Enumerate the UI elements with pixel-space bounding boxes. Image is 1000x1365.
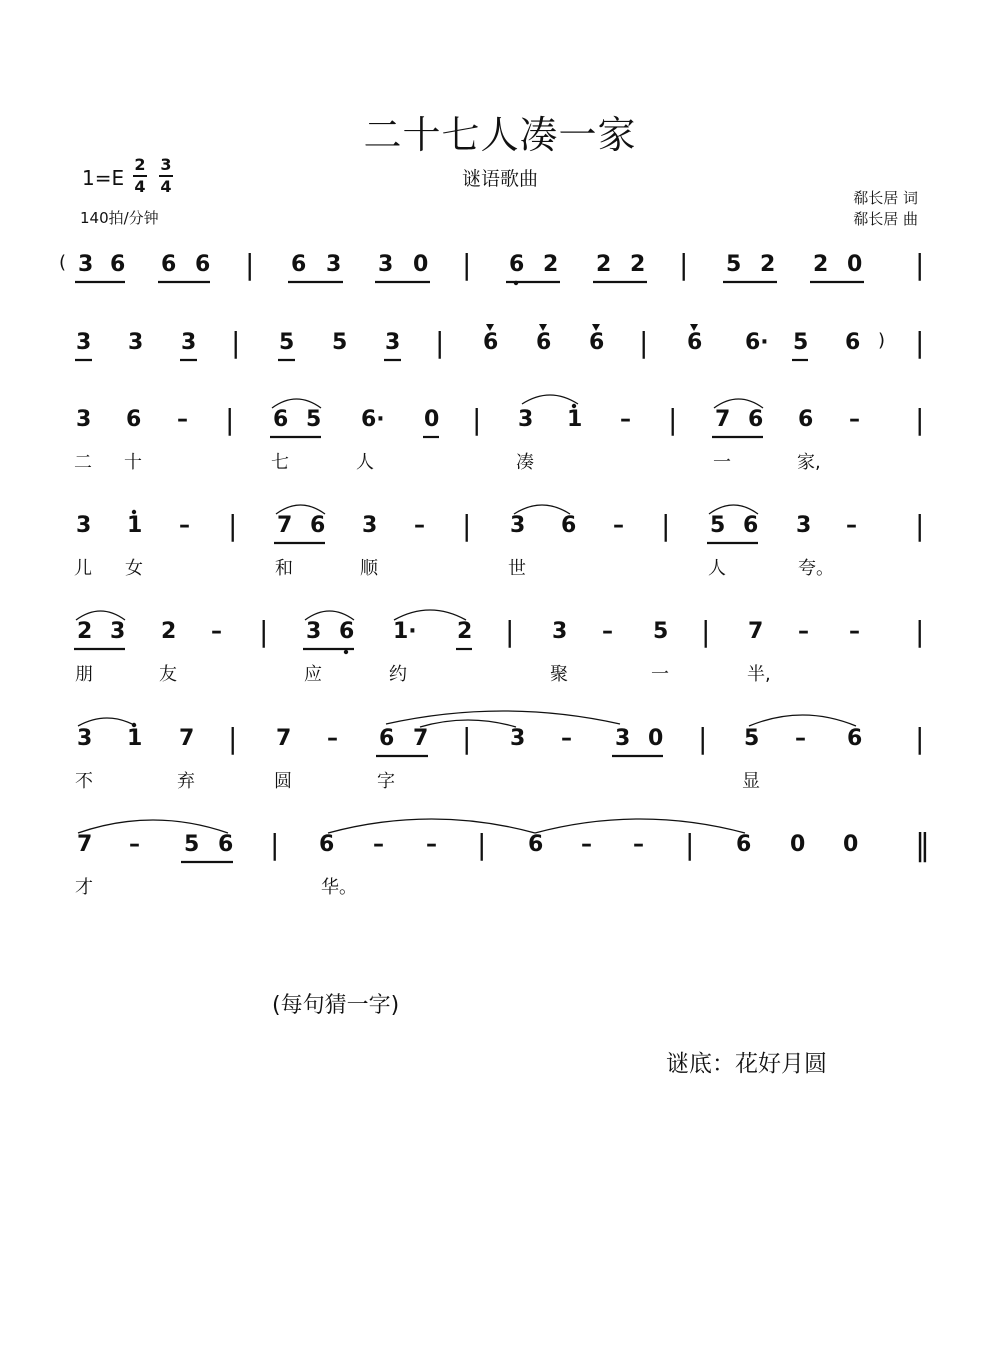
- barline: |: [462, 248, 472, 281]
- note: 3: [77, 726, 93, 751]
- lyric-syllable: 聚: [550, 664, 568, 685]
- lyric-syllable: 字: [377, 771, 395, 792]
- barline: |: [225, 403, 235, 436]
- note: 2: [543, 252, 559, 277]
- barline: |: [915, 248, 925, 281]
- time-sig-1-denominator: 4: [134, 177, 146, 196]
- note: 6: [319, 832, 335, 857]
- lyric-syllable: 十: [124, 452, 142, 473]
- note: 3: [306, 619, 322, 644]
- lyric-syllable: 应: [304, 664, 322, 685]
- barline: |: [915, 326, 925, 359]
- lyric-syllable: 二: [74, 452, 92, 473]
- slur: [328, 819, 535, 833]
- sustain-dash: –: [414, 513, 425, 538]
- sustain-dash: –: [798, 619, 809, 644]
- note: 6: [736, 832, 752, 857]
- lyric-syllable: 华。: [321, 877, 357, 898]
- barline: |: [915, 722, 925, 755]
- note: 6: [589, 330, 605, 355]
- note: 5: [710, 513, 726, 538]
- note: 2: [596, 252, 612, 277]
- barline: |: [915, 403, 925, 436]
- barline: |: [701, 615, 711, 648]
- note: 3: [796, 513, 812, 538]
- note: 6: [218, 832, 234, 857]
- note: 6: [273, 407, 289, 432]
- slur: [78, 820, 228, 833]
- lyric-syllable: 显: [742, 771, 760, 792]
- note: 6: [687, 330, 703, 355]
- sustain-dash: –: [129, 832, 140, 857]
- note: 3: [76, 330, 92, 355]
- note: 7: [277, 513, 293, 538]
- sustain-dash: –: [602, 619, 613, 644]
- note: 6: [126, 407, 142, 432]
- lyric-syllable: 友: [159, 664, 177, 685]
- note: 7: [77, 832, 93, 857]
- note: 7: [748, 619, 764, 644]
- note: 3: [181, 330, 197, 355]
- barline: |: [661, 509, 671, 542]
- note: 5: [793, 330, 809, 355]
- note: 0: [790, 832, 806, 857]
- lyric-syllable: 和: [275, 558, 293, 579]
- sustain-dash: –: [373, 832, 384, 857]
- sustain-dash: –: [581, 832, 592, 857]
- low-octave-dot: [344, 650, 348, 654]
- lyric-syllable: 人: [708, 558, 726, 579]
- note: 6: [379, 726, 395, 751]
- note: 6: [509, 252, 525, 277]
- slur: [749, 715, 856, 726]
- lyric-syllable: 七: [271, 452, 289, 473]
- repeat-paren: ): [878, 330, 886, 351]
- note: 3: [78, 252, 94, 277]
- lyricist-credit: 郗长居 词: [853, 189, 918, 207]
- note: 0: [424, 407, 440, 432]
- slur: [535, 819, 745, 833]
- note: 3: [110, 619, 126, 644]
- barline: |: [435, 326, 445, 359]
- note: 2: [813, 252, 829, 277]
- note: 6: [310, 513, 326, 538]
- barline: |: [231, 326, 241, 359]
- note: 2: [630, 252, 646, 277]
- lyric-syllable: 一: [651, 664, 669, 685]
- note: 6: [483, 330, 499, 355]
- lyric-syllable: 朋: [75, 664, 93, 685]
- sustain-dash: –: [849, 407, 860, 432]
- note: 6: [847, 726, 863, 751]
- note: 3: [615, 726, 631, 751]
- note: 6: [845, 330, 861, 355]
- barline: |: [472, 403, 482, 436]
- note: 3: [362, 513, 378, 538]
- barline: |: [915, 615, 925, 648]
- barline: |: [462, 509, 472, 542]
- barline: |: [639, 326, 649, 359]
- note: 6: [291, 252, 307, 277]
- barline: |: [228, 722, 238, 755]
- note: 5: [332, 330, 348, 355]
- note: 5: [306, 407, 322, 432]
- sustain-dash: –: [620, 407, 631, 432]
- lyric-syllable: 弃: [177, 771, 195, 792]
- sustain-dash: –: [426, 832, 437, 857]
- note: 1: [127, 513, 143, 538]
- note: 1: [567, 407, 583, 432]
- barline: |: [679, 248, 689, 281]
- barline: |: [259, 615, 269, 648]
- note: 6: [743, 513, 759, 538]
- sustain-dash: –: [327, 726, 338, 751]
- note: 3: [326, 252, 342, 277]
- note: 0: [843, 832, 859, 857]
- note: 0: [648, 726, 664, 751]
- sustain-dash: –: [846, 513, 857, 538]
- note: 5: [744, 726, 760, 751]
- sustain-dash: –: [177, 407, 188, 432]
- barline: |: [462, 722, 472, 755]
- lyric-syllable: 凑: [516, 452, 534, 473]
- note: 7: [179, 726, 195, 751]
- note: 1: [127, 726, 143, 751]
- barline: |: [915, 509, 925, 542]
- note: 5: [279, 330, 295, 355]
- barline: |: [685, 828, 695, 861]
- note: 6: [528, 832, 544, 857]
- note: 2: [760, 252, 776, 277]
- sustain-dash: –: [849, 619, 860, 644]
- lyric-syllable: 女: [125, 558, 143, 579]
- note: 3: [76, 407, 92, 432]
- slur: [78, 718, 136, 726]
- note: 2: [457, 619, 473, 644]
- lyric-syllable: 顺: [360, 558, 378, 579]
- note: 6: [339, 619, 355, 644]
- note: 7: [276, 726, 292, 751]
- song-subtitle: 谜语歌曲: [461, 168, 538, 190]
- lyric-syllable: 圆: [274, 771, 292, 792]
- lyric-syllable: 夸。: [798, 558, 834, 579]
- sustain-dash: –: [179, 513, 190, 538]
- note: 5: [184, 832, 200, 857]
- note: 6: [195, 252, 211, 277]
- barline: |: [477, 828, 487, 861]
- lyric-syllable: 半,: [747, 664, 771, 685]
- sustain-dash: –: [561, 726, 572, 751]
- note: 0: [847, 252, 863, 277]
- note: 6: [561, 513, 577, 538]
- sustain-dash: –: [795, 726, 806, 751]
- note: 6·: [361, 407, 385, 432]
- note: 6·: [745, 330, 769, 355]
- note: 7: [715, 407, 731, 432]
- tempo-marking: 140拍/分钟: [80, 209, 159, 227]
- note: 3: [378, 252, 394, 277]
- lyric-syllable: 世: [508, 558, 526, 579]
- sustain-dash: –: [211, 619, 222, 644]
- sustain-dash: –: [613, 513, 624, 538]
- note: 3: [518, 407, 534, 432]
- note: 7: [413, 726, 429, 751]
- barline: |: [698, 722, 708, 755]
- song-title: 二十七人凑一家: [363, 113, 637, 157]
- barline: |: [270, 828, 280, 861]
- note: 1·: [393, 619, 417, 644]
- barline: |: [668, 403, 678, 436]
- note: 6: [110, 252, 126, 277]
- note: 5: [653, 619, 669, 644]
- slur: [522, 395, 578, 404]
- note: 3: [128, 330, 144, 355]
- note: 3: [510, 726, 526, 751]
- barline: |: [505, 615, 515, 648]
- time-sig-1-numerator: 2: [134, 155, 146, 174]
- note: 3: [385, 330, 401, 355]
- lyric-syllable: 才: [75, 877, 93, 898]
- barline: |: [245, 248, 255, 281]
- lyric-syllable: 不: [75, 771, 93, 792]
- low-octave-dot: [514, 281, 518, 285]
- lyric-syllable: 一: [713, 452, 731, 473]
- note: 3: [510, 513, 526, 538]
- note: 3: [76, 513, 92, 538]
- lyric-syllable: 儿: [74, 558, 92, 579]
- note: 6: [161, 252, 177, 277]
- note: 2: [161, 619, 177, 644]
- sustain-dash: –: [633, 832, 644, 857]
- note: 6: [798, 407, 814, 432]
- note: 0: [413, 252, 429, 277]
- note: 6: [536, 330, 552, 355]
- barline: |: [228, 509, 238, 542]
- lyric-syllable: 家,: [797, 452, 821, 473]
- slur: [386, 711, 620, 724]
- riddle-answer: 谜底：花好月圆: [666, 1051, 827, 1077]
- repeat-paren: (: [59, 252, 67, 273]
- time-sig-2-denominator: 4: [160, 177, 172, 196]
- time-sig-2-numerator: 3: [160, 155, 172, 174]
- lyric-syllable: 约: [389, 664, 407, 685]
- note: 6: [748, 407, 764, 432]
- lyric-syllable: 人: [356, 452, 374, 473]
- note: 2: [77, 619, 93, 644]
- note: 5: [726, 252, 742, 277]
- riddle-hint: (每句猜一字): [272, 993, 400, 1018]
- barline: ‖: [915, 828, 930, 863]
- note: 3: [552, 619, 568, 644]
- key-signature: 1=E: [82, 166, 125, 190]
- composer-credit: 郗长居 曲: [853, 210, 918, 228]
